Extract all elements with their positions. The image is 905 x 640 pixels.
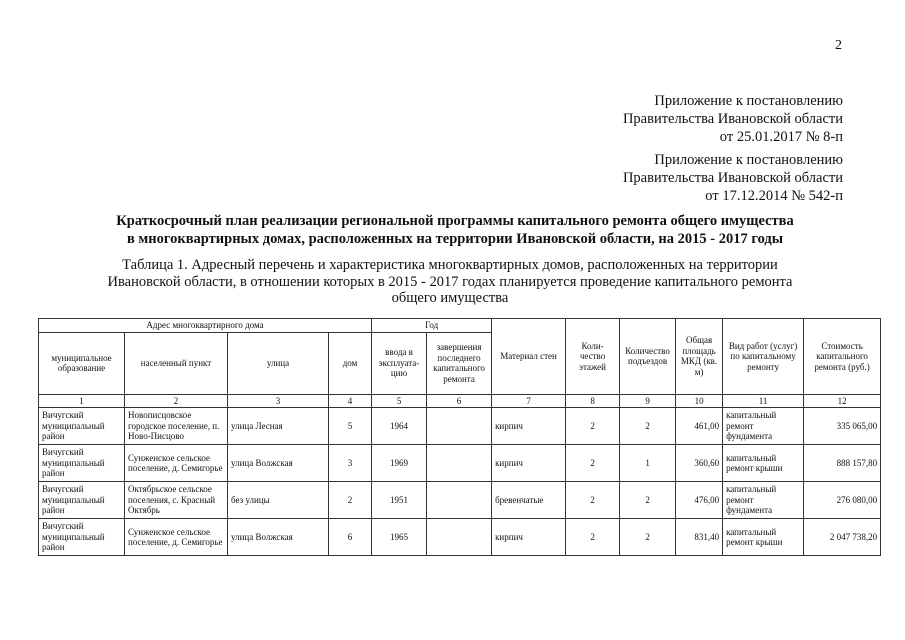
header-year-built: ввода в эксплуата-цию [372,332,427,394]
column-number: 4 [329,394,372,408]
cell-street: улица Лесная [228,408,329,445]
caption-line: общего имущества [391,290,509,306]
column-number: 6 [427,394,492,408]
cell-settlement: Новописцовское городское поселение, п. Ново-Писцово [125,408,228,445]
repair-plan-table [38,318,881,556]
cell-house: 2 [329,482,372,519]
cell-house: 6 [329,519,372,556]
column-number: 10 [676,394,723,408]
column-number: 1 [39,394,125,408]
header-municipality: муниципальное образование [39,332,125,394]
cell-entrances: 2 [620,482,676,519]
cell-municipality: Вичугский муниципальный район [39,482,125,519]
header-area: Общая площадь МКД (кв. м) [676,319,723,395]
approval-line: от 17.12.2014 № 542-п [705,188,843,204]
cell-year-built: 1969 [372,445,427,482]
cell-municipality: Вичугский муниципальный район [39,445,125,482]
table-caption [70,257,830,307]
cell-municipality: Вичугский муниципальный район [39,408,125,445]
cell-municipality: Вичугский муниципальный район [39,519,125,556]
cell-house: 3 [329,445,372,482]
column-number: 2 [125,394,228,408]
address-group-header: Адрес многоквартирного дома [39,319,372,333]
cell-work-type: капитальный ремонт фундамента [723,408,804,445]
cell-floors: 2 [566,482,620,519]
title-line: в многоквартирных домах, расположенных на территории Ивановской области, на 2015 - 2017 годы [126,231,784,247]
cell-year-last-repair [427,482,492,519]
cell-area: 476,00 [676,482,723,519]
cell-year-built: 1964 [372,408,427,445]
cell-floors: 2 [566,519,620,556]
cell-settlement: Октябрьское сельское поселения, с. Красный Октябрь [125,482,228,519]
year-group-header: Год [372,319,492,333]
column-number: 11 [723,394,804,408]
cell-year-last-repair [427,445,492,482]
cell-work-type: капитальный ремонт фундамента [723,482,804,519]
cell-year-last-repair [427,408,492,445]
header-house: дом [329,332,372,394]
header-cost: Стоимость капитального ремонта (руб.) [804,319,881,395]
cell-floors: 2 [566,445,620,482]
header-floors: Коли-чество этажей [566,319,620,395]
cell-work-type: капитальный ремонт крыши [723,445,804,482]
table-row [39,519,881,556]
approval-block-original [623,151,843,205]
cell-area: 360,60 [676,445,723,482]
cell-year-built: 1951 [372,482,427,519]
cell-wall-material: кирпич [492,445,566,482]
table-row [39,482,881,519]
column-number: 3 [228,394,329,408]
cell-entrances: 2 [620,408,676,445]
caption-line: Ивановской области, в отношении которых в 2015 - 2017 годах планируется проведение капитального ремонта [107,273,793,290]
cell-work-type: капитальный ремонт крыши [723,519,804,556]
header-street: улица [228,332,329,394]
cell-area: 831,40 [676,519,723,556]
cell-settlement: Сунженское сельское поселение, д. Семигорье [125,445,228,482]
header-wall-material: Материал стен [492,319,566,395]
cell-year-last-repair [427,519,492,556]
cell-floors: 2 [566,408,620,445]
document-title [60,212,850,248]
cell-cost: 276 080,00 [804,482,881,519]
cell-wall-material: бревенчатые [492,482,566,519]
table-row [39,408,881,445]
cell-cost: 2 047 738,20 [804,519,881,556]
column-number: 9 [620,394,676,408]
approval-line: Правительства Ивановской области [622,111,843,127]
cell-street: улица Волжская [228,519,329,556]
cell-street: улица Волжская [228,445,329,482]
cell-wall-material: кирпич [492,408,566,445]
cell-entrances: 2 [620,519,676,556]
page-number: 2 [835,38,842,53]
column-number-row [39,394,881,408]
cell-cost: 335 065,00 [804,408,881,445]
cell-cost: 888 157,80 [804,445,881,482]
header-year-last-repair: завершения последнего капитального ремонта [427,332,492,394]
header-work-type: Вид работ (услуг) по капитальному ремонту [723,319,804,395]
column-number: 12 [804,394,881,408]
approval-block-current [623,92,843,146]
table-row [39,445,881,482]
cell-street: без улицы [228,482,329,519]
header-entrances: Количество подъездов [620,319,676,395]
column-number: 5 [372,394,427,408]
approval-line: Приложение к постановлению [654,152,843,168]
cell-entrances: 1 [620,445,676,482]
header-settlement: населенный пункт [125,332,228,394]
cell-settlement: Сунженское сельское поселение, д. Семигорье [125,519,228,556]
approval-line: Правительства Ивановской области [622,170,843,186]
approval-line: от 25.01.2017 № 8-п [719,129,843,145]
column-number: 8 [566,394,620,408]
cell-area: 461,00 [676,408,723,445]
cell-year-built: 1965 [372,519,427,556]
title-line: Краткосрочный план реализации региональной программы капитального ремонта общего имущества [116,213,794,229]
column-number: 7 [492,394,566,408]
cell-wall-material: кирпич [492,519,566,556]
cell-house: 5 [329,408,372,445]
caption-line: Таблица 1. Адресный перечень и характеристика многоквартирных домов, расположенных на территории [122,257,778,273]
approval-line: Приложение к постановлению [654,93,843,109]
